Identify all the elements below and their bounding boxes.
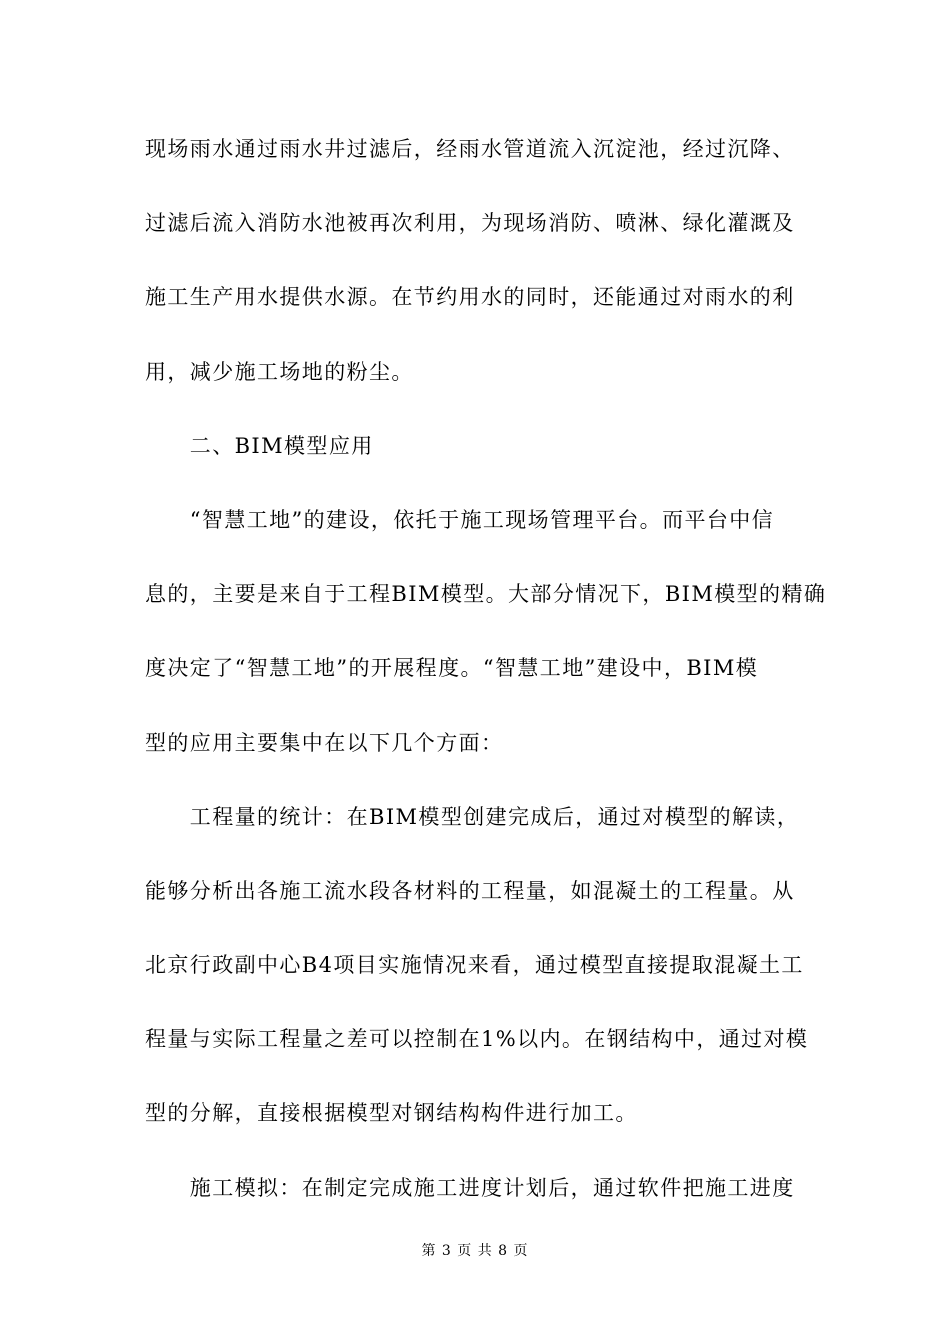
text-line: 施工模拟：在制定完成施工进度计划后，通过软件把施工进度 — [145, 1175, 795, 1200]
text-line: 型的分解，直接根据模型对钢结构构件进行加工。 — [145, 1101, 638, 1126]
text-line: 型的应用主要集中在以下几个方面： — [145, 730, 504, 755]
section-heading: 二、BIM模型应用 — [145, 433, 374, 458]
text-line: 现场雨水通过雨水井过滤后，经雨水管道流入沉淀池，经过沉降、 — [145, 137, 795, 161]
text-line: 能够分析出各施工流水段各材料的工程量，如混凝土的工程量。从 — [145, 878, 795, 903]
text-line: 北京行政副中心B4项目实施情况来看，通过模型直接提取混凝土工 — [145, 953, 804, 978]
text-line: 过滤后流入消防水池被再次利用，为现场消防、喷淋、绿化灌溉及 — [145, 211, 795, 236]
page-number-footer: 第 3 页 共 8 页 — [421, 1243, 529, 1259]
text-line: 施工生产用水提供水源。在节约用水的同时，还能通过对雨水的利 — [145, 285, 795, 310]
text-line: “智慧工地”的建设，依托于施工现场管理平台。而平台中信 — [145, 507, 775, 532]
body-text — [145, 127, 827, 1240]
text-line: 息的，主要是来自于工程BIM模型。大部分情况下，BIM模型的精确 — [145, 582, 827, 607]
text-line: 工程量的统计：在BIM模型创建完成后，通过对模型的解读， — [145, 804, 800, 829]
text-line: 用，减少施工场地的粉尘。 — [145, 359, 414, 384]
text-line: 度决定了“智慧工地”的开展程度。“智慧工地”建设中，BIM模 — [145, 656, 759, 681]
text-line: 程量与实际工程量之差可以控制在1%以内。在钢结构中，通过对模 — [145, 1027, 809, 1052]
